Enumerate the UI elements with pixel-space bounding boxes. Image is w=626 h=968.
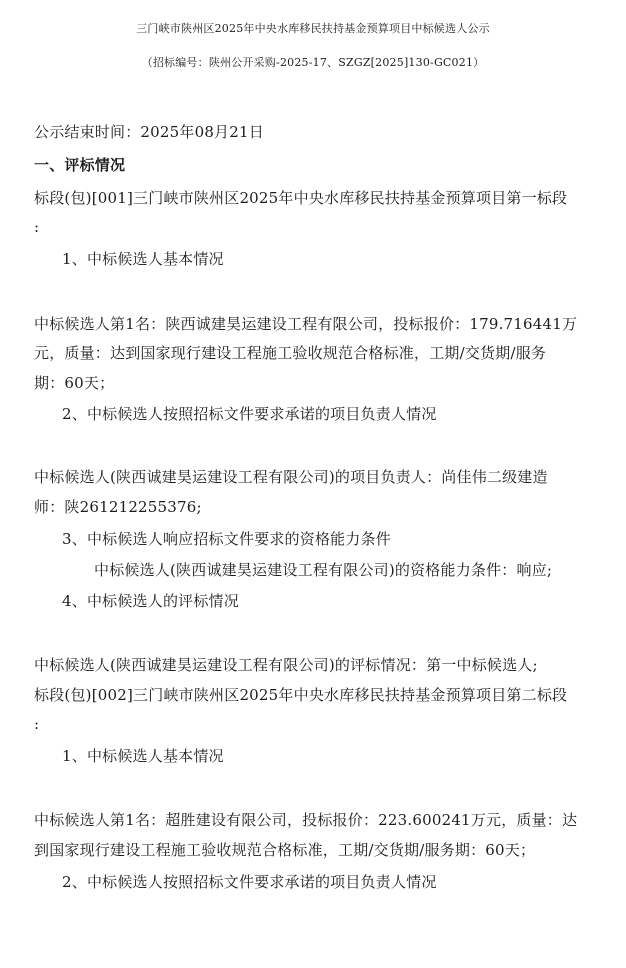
lot1-item3-heading: 3、中标候选人响应招标文件要求的资格能力条件 (62, 530, 391, 548)
section-heading-evaluation: 一、评标情况 (34, 156, 126, 174)
lot1-item4-heading: 4、中标候选人的评标情况 (62, 592, 239, 610)
tender-number: （招标编号：陕州公开采购-2025-17、SZGZ[2025]130-GC021） (141, 56, 485, 69)
lot2-candidate-line1: 中标候选人第1名：超胜建设有限公司，投标报价：223.600241万元，质量：达 (34, 811, 578, 829)
notice-end-time: 公示结束时间：2025年08月21日 (34, 123, 264, 141)
lot1-qualification: 中标候选人(陕西诚建昊运建设工程有限公司)的资格能力条件：响应; (94, 561, 553, 579)
lot1-manager-line1: 中标候选人(陕西诚建昊运建设工程有限公司)的项目负责人：尚佳伟二级建造 (34, 468, 548, 486)
lot1-item1-heading: 1、中标候选人基本情况 (62, 250, 224, 268)
lot1-candidate-line2: 元，质量：达到国家现行建设工程施工验收规范合格标准，工期/交货期/服务 (34, 344, 547, 362)
lot1-title-colon: : (34, 218, 40, 236)
lot1-evaluation-result: 中标候选人(陕西诚建昊运建设工程有限公司)的评标情况：第一中标候选人; (34, 656, 538, 674)
lot2-item1-heading: 1、中标候选人基本情况 (62, 747, 224, 765)
lot2-title-colon: : (34, 715, 40, 733)
lot1-manager-line2: 师：陕261212255376; (34, 498, 202, 516)
lot1-candidate-line1: 中标候选人第1名：陕西诚建昊运建设工程有限公司，投标报价：179.716441万 (34, 315, 578, 333)
lot1-title: 标段(包)[001]三门峡市陕州区2025年中央水库移民扶持基金预算项目第一标段 (34, 189, 568, 207)
lot2-title: 标段(包)[002]三门峡市陕州区2025年中央水库移民扶持基金预算项目第二标段 (34, 686, 568, 704)
document-title: 三门峡市陕州区2025年中央水库移民扶持基金预算项目中标候选人公示 (136, 22, 490, 35)
lot2-item2-heading: 2、中标候选人按照招标文件要求承诺的项目负责人情况 (62, 873, 437, 891)
lot2-candidate-line2: 到国家现行建设工程施工验收规范合格标准，工期/交货期/服务期：60天； (34, 841, 536, 859)
lot1-item2-heading: 2、中标候选人按照招标文件要求承诺的项目负责人情况 (62, 405, 437, 423)
lot1-candidate-line3: 期：60天； (34, 374, 115, 392)
